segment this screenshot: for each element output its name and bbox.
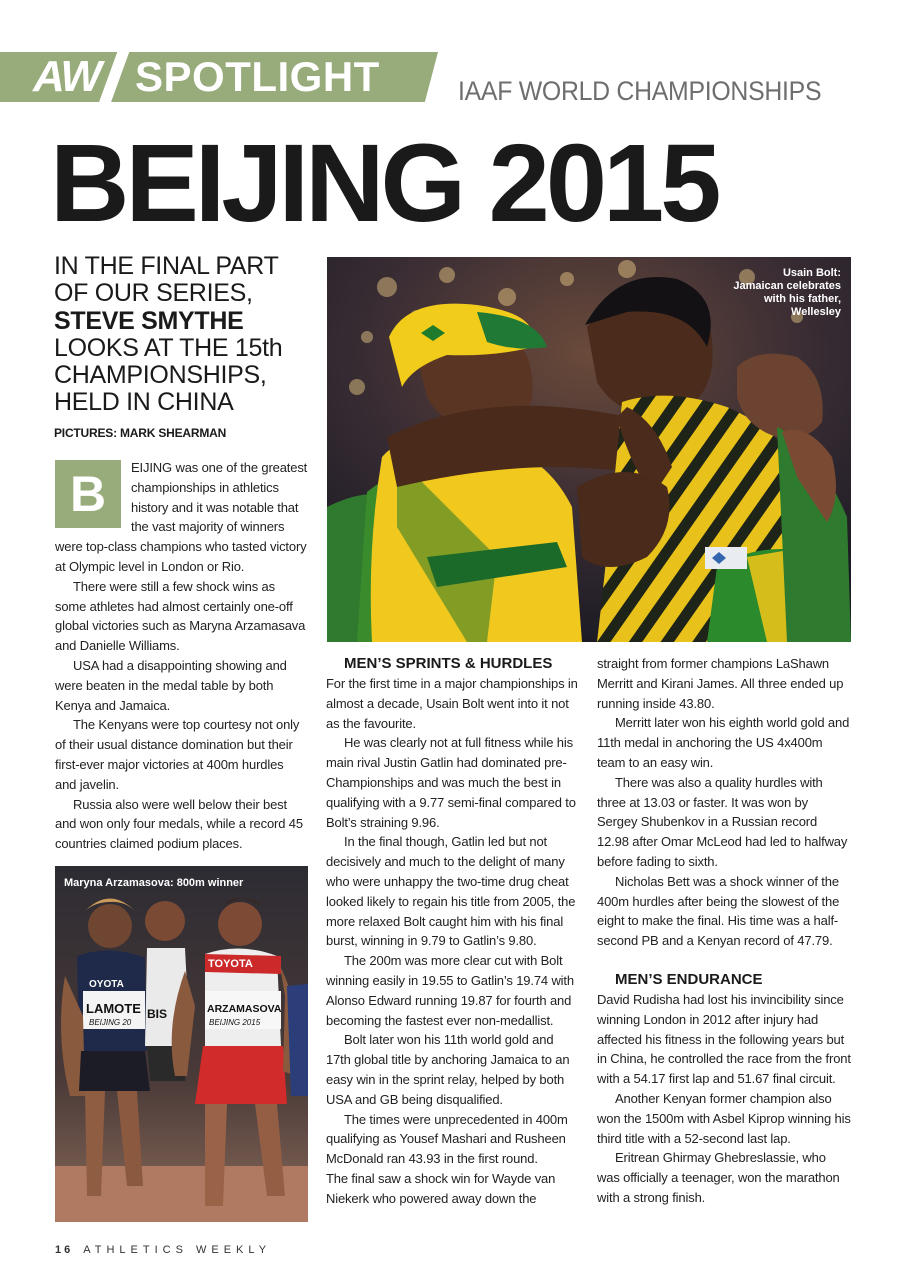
headline: BEIJING 2015	[50, 122, 718, 245]
body-paragraph: There was also a quality hurdles with three at 13.03 or faster. It was won by Sergey Shubenkov in a Russian record 12.98 after Omar McLeod had led to halfway before fading to sixth.	[597, 774, 848, 869]
body-paragraph: The final saw a shock win for Wayde van Niekerk who powered away down the	[326, 1170, 556, 1206]
photo-bolt-celebration	[327, 257, 851, 642]
section-label: SPOTLIGHT	[135, 53, 380, 100]
standfirst-intro: IN THE FINAL PART OF OUR SERIES,	[54, 252, 279, 308]
body-paragraph: Nicholas Bett was a shock winner of the 400m hurdles after being the slowest of the eight to make the final. His time was a half-second PB and a Kenyan record of 47.79.	[597, 873, 840, 949]
section-heading-sprints: MEN’S SPRINTS & HURDLES	[344, 655, 553, 672]
column-3	[597, 654, 851, 1208]
body-paragraph: EIJING was one of the greatest championships in athletics history and it was notable that the vast majority of winners were top-class champions who tasted victory at Olympic level in London or Rio.	[55, 460, 308, 574]
svg-text:BEIJING 20: BEIJING 20	[89, 1018, 132, 1027]
page-folio	[55, 1244, 271, 1256]
photo-800m-race	[55, 866, 308, 1222]
publication-name: ATHLETICS WEEKLY	[83, 1244, 272, 1256]
body-paragraph: In the final though, Gatlin led but not decisively and much to the delight of many who were unhappy the two-time drug cheat looked likely to regain his title from 2005, the more relaxed Bolt caught him with his final burst, winning in 9.79 to Gatlin’s 9.80.	[326, 834, 576, 949]
photo-caption-small: Maryna Arzamasova: 800m winner	[64, 877, 244, 889]
standfirst-outro: LOOKS AT THE 15th CHAMPIONSHIPS, HELD IN CHINA	[54, 333, 283, 417]
body-paragraph: USA had a disappointing showing and were beaten in the medal table by both Kenya and Jamaica.	[55, 657, 287, 713]
section-heading-endurance: MEN’S ENDURANCE	[615, 970, 763, 988]
body-paragraph: The Kenyans were top courtesy not only of their usual distance domination but their first-ever major victories at 400m hurdles and javelin.	[55, 717, 300, 792]
body-paragraph: Eritrean Ghirmay Ghebreslassie, who was officially a teenager, won the marathon with a strong finish.	[597, 1150, 840, 1205]
svg-text:OYOTA: OYOTA	[89, 979, 124, 990]
body-paragraph: He was clearly not at full fitness while his main rival Justin Gatlin had dominated pre-Championships and was much the best in qualifying with a 9.77 semi-final compared to Bolt’s straining 9.96.	[326, 735, 576, 830]
body-paragraph: Merritt later won his eighth world gold and 11th medal in anchoring the US 4x400m team to an easy win.	[597, 715, 850, 770]
svg-text:BIS: BIS	[147, 1007, 168, 1021]
body-paragraph: The 200m was more clear cut with Bolt winning easily in 19.55 to Gatlin’s 19.74 with Alonso Edward running 19.87 for fourth and becoming the fastest ever non-medallist.	[326, 953, 574, 1028]
column-1	[55, 458, 308, 854]
kicker: IAAF WORLD CHAMPIONSHIPS	[458, 76, 822, 106]
drop-cap: B	[55, 460, 121, 528]
standfirst-author: STEVE SMYTHE	[54, 306, 244, 335]
page-number: 16	[55, 1244, 74, 1256]
body-paragraph: For the first time in a major championships in almost a decade, Usain Bolt went into it not as the favourite.	[326, 676, 578, 731]
body-paragraph: Another Kenyan former champion also won the 1500m with Asbel Kiprop winning his third title with a 52-second last lap.	[597, 1090, 851, 1146]
svg-text:BEIJING 2015: BEIJING 2015	[209, 1018, 261, 1027]
brand-logo-aw: AW	[33, 52, 100, 101]
body-paragraph: Bolt later won his 11th world gold and 17th global title by anchoring Jamaica to an easy win in the sprint relay, helped by both USA and GB being disqualified.	[326, 1032, 570, 1107]
bib-lamote: LAMOTE	[86, 1001, 141, 1016]
standfirst	[54, 253, 316, 417]
body-paragraph: David Rudisha had lost his invincibility since winning London in 2012 after injury had affected his fitness in the following years but in China, he controlled the race from the front with a 54.17 first lap and 51.67 final circuit.	[597, 991, 851, 1087]
column-2	[326, 655, 578, 1209]
bib-arzamasova: ARZAMASOVA	[207, 1003, 282, 1015]
body-paragraph: The times were unprecedented in 400m qualifying as Yousef Mashari and Rusheen McDonald ran 43.93 in the first round.	[326, 1111, 568, 1167]
svg-text:TOYOTA: TOYOTA	[208, 958, 253, 970]
body-paragraph: straight from former champions LaShawn Merritt and Kirani James. All three ended up running inside 43.80.	[597, 656, 844, 711]
body-paragraph: There were still a few shock wins as some athletes had almost certainly one-off global victories such as Maryna Arzamasava and Danielle Williams.	[55, 578, 306, 654]
picture-credit: PICTURES: MARK SHEARMAN	[54, 426, 227, 440]
photo-race-illustration	[55, 866, 308, 1222]
body-paragraph: Russia also were well below their best and won only four medals, while a record 45 countries claimed podium places.	[55, 796, 303, 852]
photo-caption-main: Usain Bolt: Jamaican celebrates with his father, Wellesley	[733, 267, 841, 318]
